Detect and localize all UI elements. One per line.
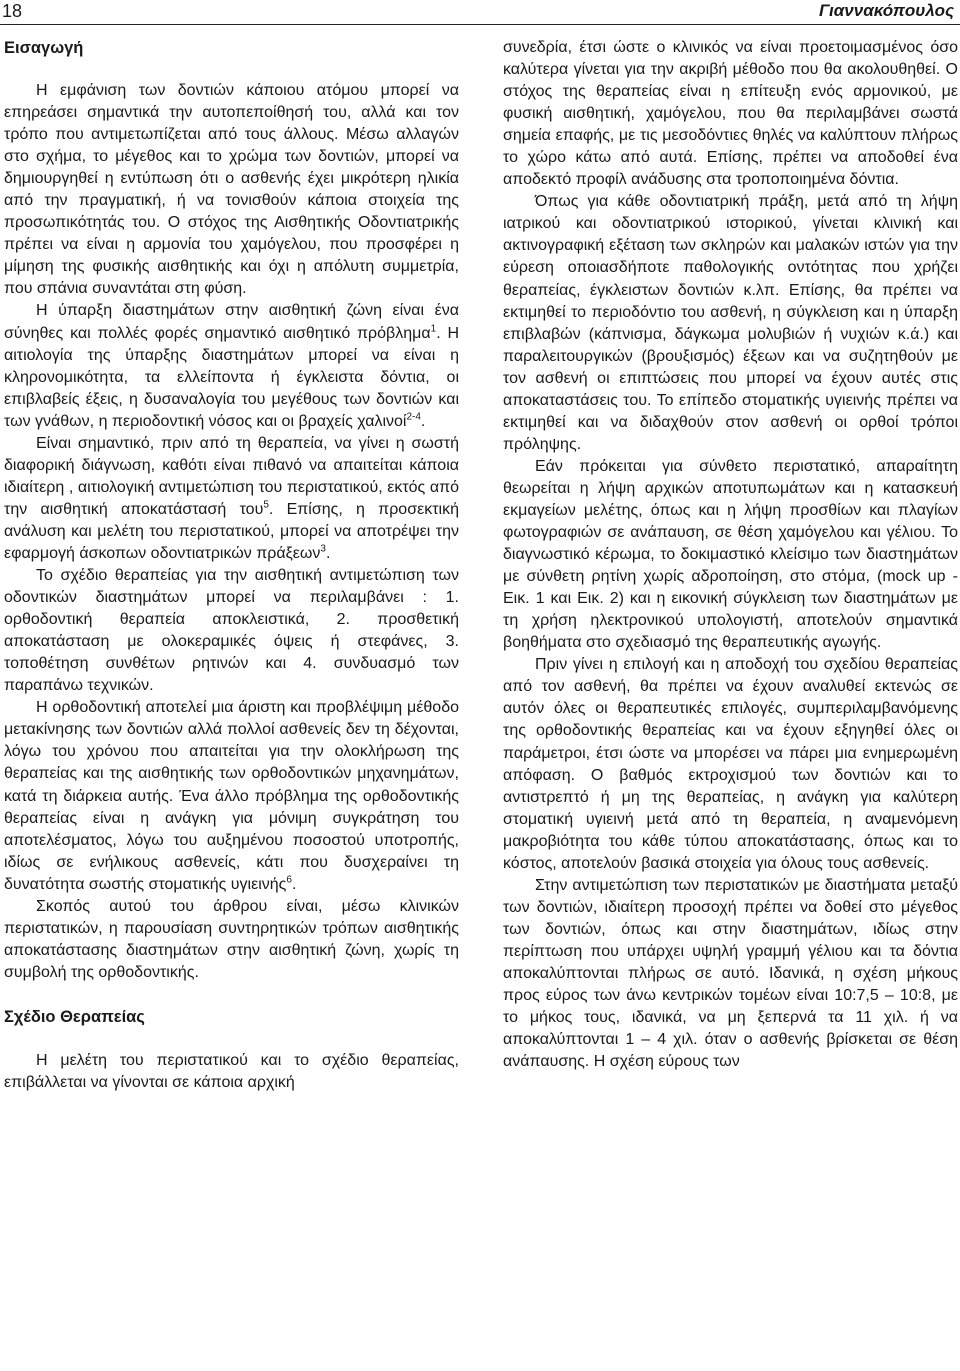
right-column	[503, 37, 958, 1073]
citation-ref: 3	[320, 543, 326, 555]
section-heading-introduction: Εισαγωγή	[4, 39, 84, 57]
paragraph: Το σχέδιο θεραπείας για την αισθητική αντιμετώπιση των οδοντικών διαστημάτων μπορεί να περιλαμβάνει : 1. ορθοδοντική θεραπεία αποκλειστικά, 2. προσθετική αποκατάσταση με ολοκεραμικές όψεις ή στεφάνες, 3. τοποθέτηση συνθέτων ρητινών και 4. συνδυασμό των παραπάνω τεχνικών.	[4, 567, 459, 695]
citation-ref: 1	[430, 323, 437, 335]
paragraph: Σκοπός αυτού του άρθρου είναι, μέσω κλινικών περιστατικών, η παρουσίαση συντηρητικών τρόπων αισθητικής αποκατάστασης διαστημάτων στην αισθητική ζώνη, χωρίς τη συμβολή της ορθοδοντικής.	[4, 897, 459, 981]
paragraph: Στην αντιμετώπιση των περιστατικών με διαστήματα μεταξύ των δοντιών, ιδιαίτερη προσοχή πρέπει να δοθεί στο μέγεθος των δοντιών, όπως και στην διαστημάτων, ιδίως στην περίπτωση που υπάρχει υψηλή γραμμή γέλιου και τα δόντια αποκαλύπτονται πλήρως σε αυτό. Ιδανικά, η σχέση μήκους προς εύρος των άνω κεντρικών τομέων είναι 10:7,5 – 10:8, με το μήκος τους, ιδανικά, να μη ξεπερνά τα 11 χιλ. ή να αποκαλύπτονται 1 – 4 χιλ. όταν ο ασθενής βρίσκεται σε θέση ανάπαυσης. Η σχέση εύρους των	[503, 876, 958, 1071]
page-header	[0, 0, 960, 22]
paragraph: Όπως για κάθε οδοντιατρική πράξη, μετά από τη λήψη ιατρικού και οδοντιατρικού ιστορικού, γίνεται κλινική και ακτινογραφική εξέταση των σκληρών και μαλακών ιστών για την εύρεση οποιασδήποτε παθολογικής οντότητας που χρήζει θεραπείας, έγκλειστων δοντιών κ.λπ. Επίσης, θα πρέπει να εκτιμηθεί το περιοδόντιο του ασθενή, η σύγκλειση και η ύπαρξη επιβλαβών (κάπνισμα, δάγκωμα μολυβιών ή νυχιών κ.ά.) και παραλειτουργικών (βρουξισμός) έξεων και να συζητηθούν με τον ασθενή οι επιπτώσεις που μπορεί να έχουν αυτές στις αποκαταστάσεις του. Το επίπεδο στοματικής υγιεινής πρέπει να εκτιμηθεί και να διδαχθούν στον ασθενή οι ορθοί τρόποι πρόληψης.	[503, 193, 958, 453]
citation-ref: 5	[263, 499, 269, 511]
paragraph: Η ύπαρξη διαστημάτων στην αισθητική ζώνη είναι ένα σύνηθες και πολλές φορές σημαντικό αισθητικό πρόβλημα$^1$. Η αιτιολογία της ύπαρξης διαστημάτων μπορεί να είναι η κληρονομικότητα, τα ελλείποντα ή έγκλειστα δόντια, οι επιβλαβείς έξεις, η δυσαναλογία του μεγέθους των δοντιών και των γνάθων, η περιοδοντική νόσος και οι βραχείς χαλινοί$^{2-4}$.	[4, 302, 460, 430]
paragraph: συνεδρία, έτσι ώστε ο κλινικός να είναι προετοιμασμένος όσο καλύτερα γίνεται για την ακριβή μέθοδο που θα ακολουθηθεί. Ο στόχος της θεραπείας είναι η επίτευξη ενός αρμονικού, με φυσική αισθητική, χαμόγελου, που θα περιλαμβάνει σωστά σημεία επαφής, με τις μεσοδόντιες θηλές να καλύπτουν πλήρως το χώρο κάτω από αυτά. Επίσης, πρέπει να αποδοθεί ένα αποδεκτό προφίλ ανάδυσης στα τροποποιημένα δόντια.	[503, 39, 958, 189]
running-head: Γιαννακόπουλος	[818, 1, 954, 20]
citation-ref: 6	[286, 874, 292, 886]
left-column	[4, 37, 459, 1094]
page-number: 18	[2, 1, 23, 21]
paragraph: Η εμφάνιση των δοντιών κάποιου ατόμου μπορεί να επηρεάσει σημαντικά την αυτοπεποίθησή του, αλλά και τον τρόπο που αντιμετωπίζεται από τους άλλους. Μέσω αλλαγών στο σχήμα, το μέγεθος και το χρώμα των δοντιών, μπορεί να δημιουργηθεί η εντύπωση ότι ο ασθενής έχει μικρότερη ηλικία από την πραγματική, ή να τονισθούν κάποια στοιχεία της προσωπικότητάς του. Ο στόχος της Αισθητικής Οδοντιατρικής πρέπει να είναι η αρμονία του χαμόγελου, που προσφέρει η μίμηση της φυσικής αισθητικής και όχι η απόλυτη συμμετρία, που σπάνια συναντάται στη φύση.	[4, 82, 459, 298]
paragraph: Εάν πρόκειται για σύνθετο περιστατικό, απαραίτητη θεωρείται η λήψη αρχικών αποτυπωμάτων και η κατασκευή εκμαγείων μελέτης, όπως και η λήψη προσθίων και πλαγίων φωτογραφιών σε ανάπαυση, σε θέση χαμόγελου και γέλιου. Το διαγνωστικό κέρωμα, το δοκιμαστικό κλείσιμο των διαστημάτων με σύνθετη ρητίνη χωρίς αδροποίηση, στο στόμα, (mock up - Εικ. 1 και Εικ. 2) και η εικονική σύγκλειση των διαστημάτων με τη χρήση ηλεκτρονικού υπολογιστή, αποτελούν σημαντικά βοηθήματα στο σχεδιασμό της θεραπευτικής αγωγής.	[503, 457, 958, 652]
paragraph: Η ορθοδοντική αποτελεί μια άριστη και προβλέψιμη μέθοδο μετακίνησης των δοντιών αλλά πολλοί ασθενείς δεν τη δέχονται, λόγω του χρόνου που απαιτείται για την ολοκλήρωση της θεραπείας και της αισθητικής των ορθοδοντικών μηχανημάτων, κατά τη διάρκεια αυτής. Ένα άλλο πρόβλημα της ορθοδοντικής θεραπείας είναι η ανάγκη για μόνιμη συγκράτηση του αποτελέσματος, λόγω του αυξημένου ποσοστού υποτροπής, ιδίως σε ενήλικους ασθενείς, κάτι που δυσχεραίνει τη δυνατότητα σωστής στοματικής υγιεινής$^6$.	[4, 699, 459, 893]
paragraph: Είναι σημαντικό, πριν από τη θεραπεία, να γίνει η σωστή διαφορική διάγνωση, καθότι είναι πιθανό να απαιτείται κάποια ιδιαίτερη , αιτιολογική αντιμετώπιση του περιστατικού, εκτός από την αισθητική αποκατάστασή του$^5$. Επίσης, η προσεκτική ανάλυση και μελέτη του περιστατικού, μπορεί να αποτρέψει την εφαρμογή άσκοπων οδοντιατρικών πράξεων$^3$.	[4, 434, 459, 562]
paragraph: Πριν γίνει η επιλογή και η αποδοχή του σχεδίου θεραπείας από τον ασθενή, θα πρέπει να έχουν αναλυθεί εκτενώς σε αυτόν όλες οι θεραπευτικές επιλογές, συμπεριλαμβανόμενης της ορθοδοντικής θεραπείας και να έχουν εξηγηθεί όλες οι παράμετροι, έτσι ώστε να μπορέσει να πάρει μια ενημερωμένη απόφαση. Ο βαθμός εκτροχισμού των δοντιών και το αντιστρεπτό ή μη της θεραπείας, η ανάγκη για καλύτερη στοματική υγιεινή μετά από τη θεραπεία, η αναμενόμενη μακροβιότητα του κάθε τύπου αποκατάστασης, όπως και το κόστος, αποτελούν βασικά στοιχεία για όλους τους ασθενείς.	[503, 656, 958, 872]
citation-ref: 2-4	[406, 411, 421, 423]
header-rule	[0, 24, 960, 25]
section-heading-treatment-plan: Σχέδιο Θεραπείας	[4, 1007, 145, 1026]
paragraph: Η μελέτη του περιστατικού και το σχέδιο θεραπείας, επιβάλλεται να γίνονται σε κάποια αρχική	[4, 1051, 459, 1091]
